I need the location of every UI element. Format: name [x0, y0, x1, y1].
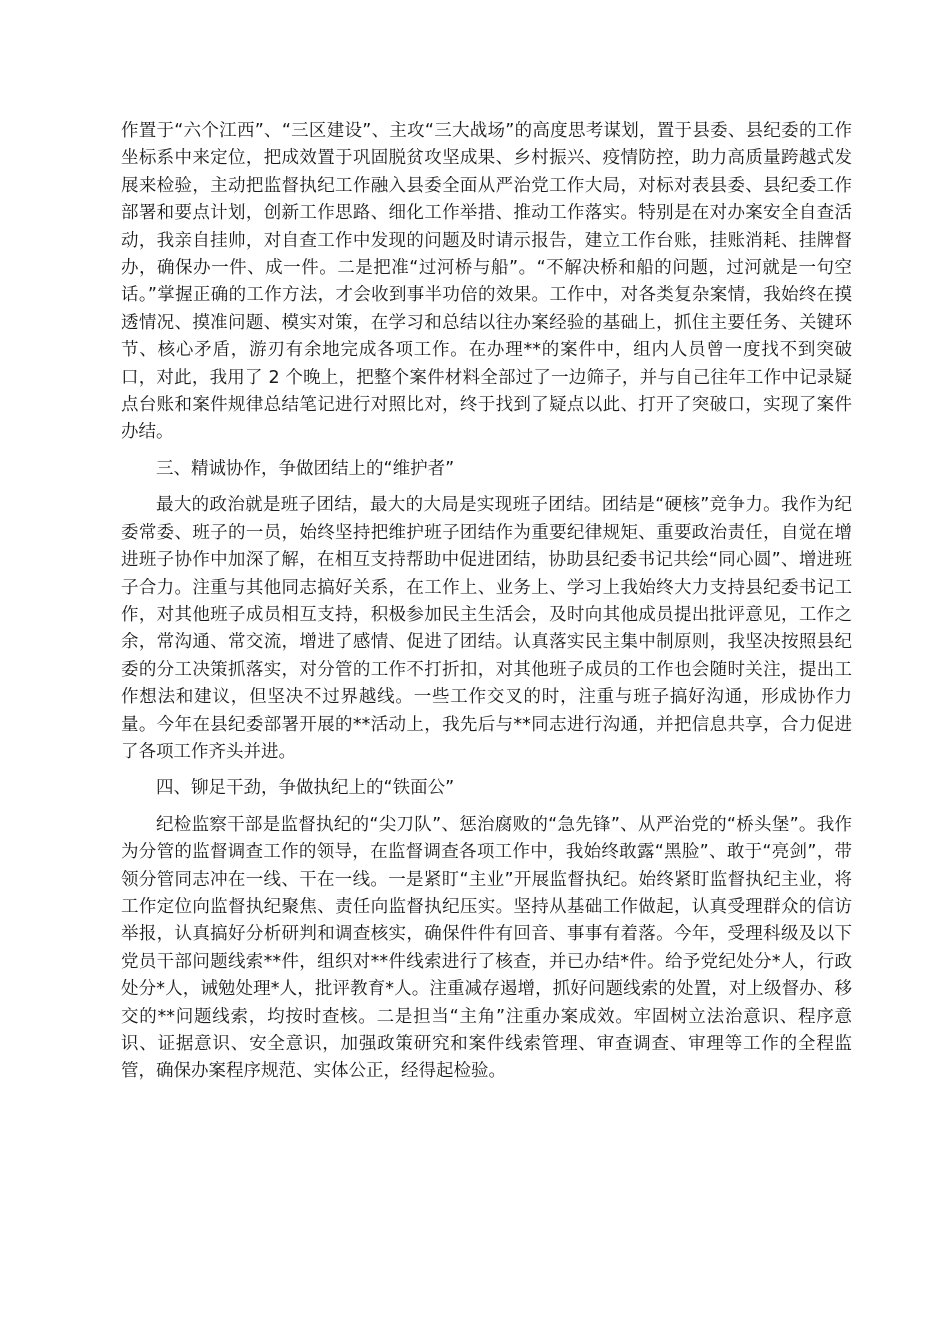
body-paragraph-1: 作置于“六个江西”、“三区建设”、主攻“三大战场”的高度思考谋划，置于县委、县纪委的工作坐标系中来定位，把成效置于巩固脱贫攻坚成果、乡村振兴、疫情防控，助力高质量跨越式发展来检验，主动把监督执纪工作融入县委全面从严治党工作大局，对标对表县委、县纪委工作部署和要点计划，创新工作思路、细化工作举措、推动工作落实。特别是在对办案安全自查活动，我亲自挂帅，对自查工作中发现的问题及时请示报告，建立工作台账，挂账消耗、挂牌督办，确保办一件、成一件。二是把准“过河桥与船”。“不解决桥和船的问题，过河就是一句空话。”掌握正确的工作方法，才会收到事半功倍的效果。工作中，对各类复杂案情，我始终在摸透情况、摸准问题、模实对策，在学习和总结以往办案经验的基础上，抓住主要任务、关键环节、核心矛盾，游刃有余地完成各项工作。在办理**的案件中，组内人员曾一度找不到突破口，对此，我用了 2 个晚上，把整个案件材料全部过了一边筛子，并与自己往年工作中记录疑点台账和案件规律总结笔记进行对照比对，终于找到了疑点以此、打开了突破口，实现了案件办结。 — [121, 121, 852, 443]
document-page — [121, 118, 852, 1095]
section-heading-3: 三、精诚协作，争做团结上的“维护者” — [156, 458, 455, 479]
body-paragraph-3: 纪检监察干部是监督执纪的“尖刀队”、惩治腐败的“急先锋”、从严治党的“桥头堡”。我作为分管的监督调查工作的领导，在监督调查各项工作中，我始终敢露“黑脸”、敢于“亮剑”，带领分管同志冲在一线、干在一线。一是紧盯“主业”开展监督执纪。始终紧盯监督执纪主业，将工作定位向监督执纪聚焦、责任向监督执纪压实。坚持从基础工作做起，认真受理群众的信访举报，认真搞好分析研判和调查核实，确保件件有回音、事事有着落。今年，受理科级及以下党员干部问题线索**件，组织对**件线索进行了核查，并已办结*件。给予党纪处分*人，行政处分*人，诫勉处理*人，批评教育*人。注重减存遏增，抓好问题线索的处置，对上级督办、移交的**问题线索，均按时查核。二是担当“主角”注重办案成效。牢固树立法治意识、程序意识、证据意识、安全意识，加强政策研究和案件线索管理、审查调查、审理等工作的全程监管，确保办案程序规范、实体公正，经得起检验。 — [121, 814, 852, 1082]
section-heading-4: 四、铆足干劲，争做执纪上的“铁面公” — [156, 778, 455, 799]
body-paragraph-2: 最大的政治就是班子团结，最大的大局是实现班子团结。团结是“硬核”竞争力。我作为纪委常委、班子的一员，始终坚持把维护班子团结作为重要纪律规矩、重要政治责任，自觉在增进班子协作中加深了解，在相互支持帮助中促进团结，协助县纪委书记共绘“同心圆”、增进班子合力。注重与其他同志搞好关系，在工作上、业务上、学习上我始终大力支持县纪委书记工作，对其他班子成员相互支持，积极参加民主生活会，及时向其他成员提出批评意见，工作之余，常沟通、常交流，增进了感情、促进了团结。认真落实民主集中制原则，我坚决按照县纪委的分工决策抓落实，对分管的工作不打折扣，对其他班子成员的工作也会随时关注，提出工作想法和建议，但坚决不过界越线。一些工作交叉的时，注重与班子搞好沟通，形成协作力量。今年在县纪委部署开展的**活动上，我先后与**同志进行沟通，并把信息共享，合力促进了各项工作齐头并进。 — [121, 495, 852, 762]
